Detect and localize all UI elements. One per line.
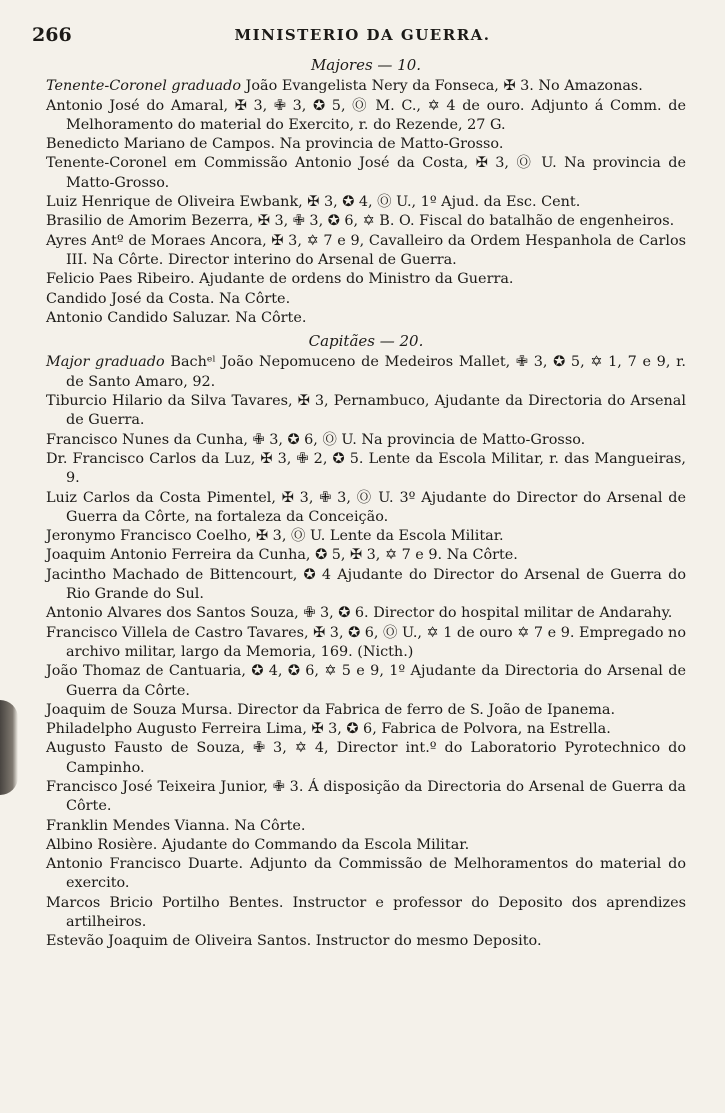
entry-text: Tenente-Coronel em Commissão Antonio José da Costa, ✠ 3, Ⓞ U. Na provincia de Matto-Grosso.: [46, 155, 686, 191]
officer-entry: [46, 489, 686, 528]
officer-entry: [46, 270, 686, 289]
entry-text: Candido José da Costa. Na Côrte.: [46, 290, 291, 307]
entry-text: Philadelpho Augusto Ferreira Lima, ✠ 3, ✪ 6, Fabrica de Polvora, na Estrella.: [46, 721, 611, 738]
officer-entry: [46, 450, 686, 489]
entry-text: Francisco Nunes da Cunha, ✙ 3, ✪ 6, Ⓞ U. Na provincia de Matto-Grosso.: [46, 431, 586, 448]
officer-entry: [46, 739, 686, 778]
officer-entry: [46, 232, 686, 271]
entry-text: Antonio Candido Saluzar. Na Côrte.: [46, 309, 307, 326]
binding-shadow: [0, 700, 18, 795]
document-body: [46, 56, 686, 952]
officer-entry: [46, 97, 686, 136]
page-header: [30, 24, 695, 50]
running-title: MINISTERIO DA GUERRA.: [234, 26, 491, 44]
officer-entry: [46, 309, 686, 328]
officer-entry: [46, 817, 686, 836]
entry-text: Antonio Alvares dos Santos Souza, ✙ 3, ✪ 6. Director do hospital militar de Andarahy.: [46, 605, 673, 622]
section-title: Majores — 10.: [310, 56, 422, 74]
officer-entry: [46, 662, 686, 701]
entry-text: Tiburcio Hilario da Silva Tavares, ✠ 3, Pernambuco, Ajudante da Directoria do Arsenal de Guerra.: [46, 393, 686, 429]
entry-text: Joaquim de Souza Mursa. Director da Fabrica de ferro de S. João de Ipanema.: [46, 701, 616, 718]
entry-text: Estevão Joaquim de Oliveira Santos. Instructor do mesmo Deposito.: [46, 933, 542, 950]
entry-text: Antonio Francisco Duarte. Adjunto da Commissão de Melhoramentos do material do exercito.: [46, 856, 686, 892]
entry-text: Joaquim Antonio Ferreira da Cunha, ✪ 5, ✠ 3, ✡ 7 e 9. Na Côrte.: [46, 547, 518, 564]
officer-entry: [46, 353, 686, 392]
entry-text: Francisco Villela de Castro Tavares, ✠ 3, ✪ 6, Ⓞ U., ✡ 1 de ouro ✡ 7 e 9. Empregado no archivo militar, largo da Memoria, 169. (Nicth.): [46, 624, 686, 660]
entry-text: João Thomaz de Cantuaria, ✪ 4, ✪ 6, ✡ 5 e 9, 1º Ajudante da Directoria do Arsenal de Guerra da Côrte.: [46, 663, 686, 699]
entry-text: Luiz Carlos da Costa Pimentel, ✠ 3, ✙ 3, Ⓞ U. 3º Ajudante do Director do Arsenal de Guerra da Côrte, na fortaleza da Conceição.: [46, 489, 686, 525]
officer-entry: [46, 701, 686, 720]
officer-entry: [46, 392, 686, 431]
entry-text: Bachᵉˡ João Nepomuceno de Medeiros Mallet, ✙ 3, ✪ 5, ✡ 1, 7 e 9, r. de Santo Amaro, 92.: [66, 354, 686, 390]
officer-entry: [46, 154, 686, 193]
entry-text: Brasilio de Amorim Bezerra, ✠ 3, ✙ 3, ✪ 6, ✡ B. O. Fiscal do batalhão de engenheiros.: [46, 213, 675, 230]
entry-text: Antonio José do Amaral, ✠ 3, ✙ 3, ✪ 5, Ⓞ M. C., ✡ 4 de ouro. Adjunto á Comm. de Melhoramento do material do Exercito, r. do Rezende, 27 G.: [46, 97, 686, 133]
entry-text: Franklin Mendes Vianna. Na Côrte.: [46, 817, 306, 834]
officer-entry: [46, 212, 686, 231]
officer-entry: [46, 546, 686, 565]
officer-entry: [46, 527, 686, 546]
entry-text: Felicio Paes Ribeiro. Ajudante de ordens do Ministro da Guerra.: [46, 271, 514, 288]
officer-entry: [46, 77, 686, 96]
section-title: Capitães — 20.: [308, 332, 424, 351]
entry-text: Benedicto Mariano de Campos. Na provincia de Matto-Grosso.: [46, 136, 504, 153]
page-number: 266: [32, 24, 72, 46]
entry-text: Augusto Fausto de Souza, ✙ 3, ✡ 4, Director int.º do Laboratorio Pyrotechnico do Campinho.: [46, 740, 686, 776]
entry-text: Albino Rosière. Ajudante do Commando da Escola Militar.: [46, 836, 470, 853]
officer-entry: [46, 778, 686, 817]
officer-entry: [46, 836, 686, 855]
entry-text: Francisco José Teixeira Junior, ✙ 3. Á disposição da Directoria do Arsenal de Guerra da Côrte.: [46, 778, 686, 815]
entry-text: Dr. Francisco Carlos da Luz, ✠ 3, ✙ 2, ✪ 5. Lente da Escola Militar, r. das Mangueiras, 9.: [46, 450, 686, 487]
officer-entry: [46, 624, 686, 663]
entry-text: Ayres Antº de Moraes Ancora, ✠ 3, ✡ 7 e 9, Cavalleiro da Ordem Hespanhola de Carlos III. Na Côrte. Director interino do Arsenal de Guerra.: [46, 232, 686, 268]
officer-entry: [46, 193, 686, 212]
officer-entry: [46, 894, 686, 933]
officer-entry: [46, 720, 686, 739]
officer-entry: [46, 431, 686, 450]
officer-entry: [46, 566, 686, 605]
officer-entry: [46, 604, 686, 623]
rank-label: Tenente-Coronel graduado: [46, 78, 241, 95]
officer-entry: [46, 932, 686, 951]
entry-text: João Evangelista Nery da Fonseca, ✠ 3. No Amazonas.: [241, 78, 643, 95]
entry-text: Jacintho Machado de Bittencourt, ✪ 4 Ajudante do Director do Arsenal de Guerra do Rio Grande do Sul.: [46, 566, 686, 603]
officer-entry: [46, 290, 686, 309]
officer-entry: [46, 135, 686, 154]
entry-text: Luiz Henrique de Oliveira Ewbank, ✠ 3, ✪ 4, Ⓞ U., 1º Ajud. da Esc. Cent.: [46, 194, 581, 211]
entry-text: Jeronymo Francisco Coelho, ✠ 3, Ⓞ U. Lente da Escola Militar.: [46, 528, 504, 545]
rank-label: Major graduado: [46, 354, 165, 371]
entry-text: Marcos Bricio Portilho Bentes. Instructor e professor do Deposito dos aprendizes artilheiros.: [46, 894, 686, 931]
officer-entry: [46, 855, 686, 894]
